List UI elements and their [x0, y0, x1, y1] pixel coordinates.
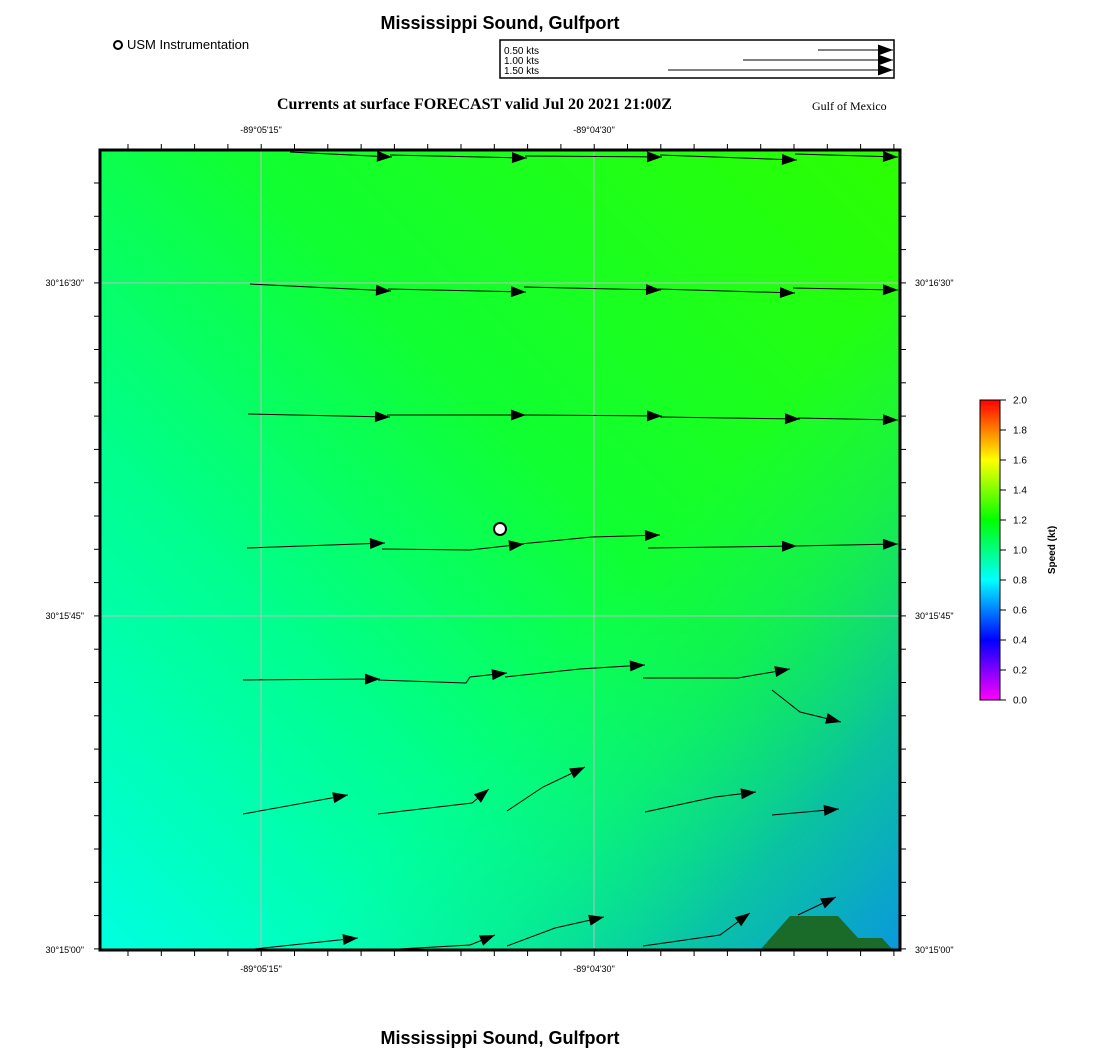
- legend-label: USM Instrumentation: [127, 37, 250, 52]
- colorbar-tick-0: 2.0: [1013, 395, 1027, 407]
- usm-instrument-marker[interactable]: [494, 523, 506, 535]
- colorbar-tick-7: 0.6: [1013, 605, 1027, 617]
- lat-tick-left-0: 30°16'30": [45, 278, 84, 288]
- footer-title: Mississippi Sound, Gulfport: [380, 1028, 620, 1048]
- colorbar-tick-8: 0.4: [1013, 635, 1027, 647]
- lon-tick-bottom-1: -89°04'30": [573, 964, 615, 974]
- lat-tick-left-1: 30°15'45": [45, 611, 84, 621]
- colorbar-tick-6: 0.8: [1013, 575, 1027, 587]
- lat-tick-right-1: 30°15'45": [915, 611, 954, 621]
- lat-tick-left-2: 30°15'00": [45, 945, 84, 955]
- speed-colorbar: [980, 396, 1058, 707]
- colorbar-label: Speed (kt): [1047, 525, 1058, 575]
- colorbar-tick-10: 0.0: [1013, 695, 1027, 707]
- lat-tick-right-2: 30°15'00": [915, 945, 954, 955]
- scale-label-0: 0.50 kts: [504, 46, 540, 57]
- map-title: Mississippi Sound, Gulfport: [380, 13, 620, 33]
- lon-tick-top-0: -89°05'15": [240, 125, 282, 135]
- speed-field-shading: [100, 150, 900, 950]
- scale-label-1: 1.00 kts: [504, 56, 540, 67]
- colorbar-tick-9: 0.2: [1013, 665, 1027, 677]
- forecast-subtitle: Currents at surface FORECAST valid Jul 20 2021 21:00Z: [277, 96, 672, 113]
- lon-tick-bottom-0: -89°05'15": [240, 964, 282, 974]
- colorbar-tick-3: 1.4: [1013, 485, 1027, 497]
- lon-tick-top-1: -89°04'30": [573, 125, 615, 135]
- colorbar-tick-5: 1.0: [1013, 545, 1027, 557]
- region-label: Gulf of Mexico: [812, 99, 887, 113]
- scale-label-2: 1.50 kts: [504, 66, 540, 77]
- map-frame: [94, 144, 906, 956]
- colorbar-ticks: [1000, 396, 1027, 707]
- lat-tick-right-0: 30°16'30": [915, 278, 954, 288]
- colorbar-tick-1: 1.8: [1013, 425, 1027, 437]
- colorbar-tick-4: 1.2: [1013, 515, 1027, 527]
- colorbar-tick-2: 1.6: [1013, 455, 1027, 467]
- speed-scale-legend: [500, 40, 894, 78]
